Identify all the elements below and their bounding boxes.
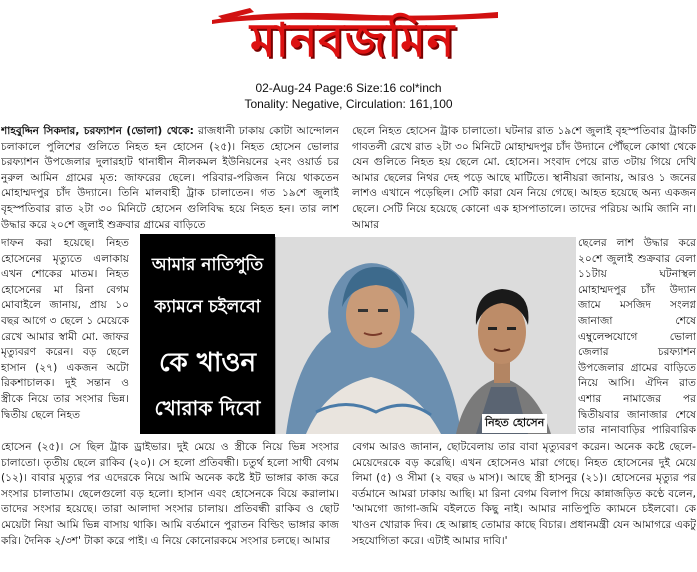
article-column-bottom-left	[1, 440, 339, 570]
article-column-bottom-right	[352, 440, 696, 570]
masthead	[0, 0, 697, 78]
news-photo	[275, 237, 576, 434]
article-column-middle-left	[1, 236, 129, 441]
pull-quote-line-4: খোরাক দিবো	[154, 396, 261, 420]
article-byline: শাহবুদ্দিন সিকদার, চরফ্যাশন (ভোলা) থেকে:	[1, 125, 194, 137]
article-text-e: হোসেন (২৫)। সে ছিল ট্রাক ড্রাইভার। দুই মেয়ে ও স্ত্রীকে নিয়ে ভিন্ন সংসার চালাতো। তৃতীয় ছেলে রাকিব (২০)। সে হলো প্রতিবন্ধী। চতুর্থ হলো সাথী বেগম (১২)। বাবার মৃত্যুর পর এদেরকে নিয়ে আমি অনেক কষ্টে ইট ভাঙ্গার কাজ করে সংসার চালাতাম। ছেলেগুলো বড় হলো। হাসান এবং হোসেনকে বিয়ে করালাম। তাদের সংসার হয়েছে। তারা আলাদা সংসার চালায়। প্রতিবন্ধী রাকিব ও ছোট মেয়েটা নিয়া আমি ভিন্ন বাসায় থাকি। আমি বর্তমানে পুরাতন বিল্ডিং ভাঙ্গার কাজ করি। দৈনিক ২/৩শ' টাকা করে পাই। এ নিয়ে কোনোরকমে সংসার চলছে। আমার	[1, 441, 339, 547]
photo-caption: নিহত হোসেন	[482, 414, 547, 433]
clip-tonality-line: Tonality: Negative, Circulation: 161,100	[244, 97, 453, 111]
article-text-b: ছেলে নিহত হোসেন ট্রাক চালাতো। ঘটনার রাত ১৯শে জুলাই বৃহস্পতিবার ট্রাকটি গাবতলী রেখে রাত ২টা ৩০ মিনিটে মোহাম্মদপুর চাঁদ উদ্যানে পৌঁছলে কোথা থেকে যেন গুলিতে নিহত হয় ছেলে মো. হোসেন। সংবাদ পেয়ে রাত ৩টায় গিয়ে দেখি আমার ছেলের নিথর দেহ পড়ে আছে মাটিতে। স্থানীয়রা জানায়, আরও ১ জনের লাশও এখানে পড়েছিল। সেটি কারা যেন নিয়ে গেছে। আহত হয়েছে অন্য একজন ছেলে। সেটি নিয়ে হয়েছে কোনো এক হাসপাতালে। তাদের পরিচয় আমি জানি না। আমার	[352, 125, 696, 231]
pull-quote-line-1: আমার নাতিপুতি	[151, 255, 264, 275]
photo-illustration	[276, 237, 576, 434]
pull-quote-box	[140, 234, 275, 434]
article-text-d: ছেলের লাশ উদ্ধার করে ২০শে জুলাই শুক্রবার বেলা ১১টায় ঘটনাস্থল মোহাম্মদপুর চাঁদ উদ্যান জামে মসজিদ সংলগ্ন জানাজা শেষে এম্বুলেন্সযোগে ভোলা জেলার চরফ্যাশন উপজেলার গ্রামের বাড়িতে নিয়ে আসি। ঐদিন রাত এশার নামাজের পর দ্বিতীয়বার জানাজার শেষে তার নানাবাড়ির পারিবারিক	[578, 237, 696, 437]
article-text-a: রাজধানী ঢাকায় কোটা আন্দোলন চলাকালে পুলিশের গুলিতে নিহত হন হোসেন (২৫)। নিহত হোসেন ভোলার চরফ্যাশন উপজেলার দুলারহাট থানাধীন নীলকমল ইউনিয়নের ২নং ওয়ার্ড চর নুরুল আমিন গ্রামের মৃত: জাফরের ছেলে। পরিবার-পরিজন নিয়ে থাকতেন মোহাম্মদপুর চাঁদ উদ্যানে। তিনি মালবাহী ট্রাক চালাতেন। গত ১৯শে জুলাই বৃহস্পতিবার রাত ২টা ৩০ মিনিটে হোসেন গুলিবিদ্ধ হয়ে নিহত হন। তার লাশ উদ্ধার করে ২০শে জুলাই শুক্রবার গ্রামের বাড়িতে	[1, 125, 339, 231]
newspaper-logo: মানবজমিন	[250, 13, 456, 67]
article-text-f: বেগম আরও জানান, ছোটবেলায় তার বাবা মৃত্যুবরণ করেন। অনেক কষ্টে ছেলে- মেয়েদেরকে বড় করেছি। এখন হোসেনও মারা গেছে। নিহত হোসেনের দুই মেয়ে লিমা (৫) ও সীমা (২ বছর ৬ মাস)। আছে স্ত্রী হাসনুর (২১)। হোসেনের মৃত্যুর পর বর্তমানে আমরা ঢাকায় আছি। মা রিনা বেগম বিলাপ দিয়ে কান্নাজড়িত কণ্ঠে বলেন, 'আমগো জাগা-জমি বইলতে কিছু নাই। আমার নাতিপুতি ক্যামনে চইলবো। কে খাওন খোরাক দিব। হে আল্লাহ তোমার কাছে বিচার। প্রধানমন্ত্রী যেন আমাগরে একটু সহযোগিতা করে। এটাই আমার দাবি।'	[352, 441, 696, 547]
article-column-top-right	[352, 124, 696, 234]
clip-meta-line: 02-Aug-24 Page:6 Size:16 col*inch	[255, 81, 442, 95]
article-column-top-left	[1, 124, 339, 234]
article-text-c: দাফন করা হয়েছে। নিহত হোসেনের মৃত্যুতে এলাকায় এখন শোকের মাতম। নিহত হোসেনের মা রিনা বেগম মোবাইলে জানায়, প্রায় ১০ বছর আগে ৩ ছেলে ১ মেয়েকে রেখে আমার স্বামী মো. জাফর মৃত্যুবরণ করেন। বড় ছেলে হাসান (২৭) একজন অটো রিকশাচালক। দুই সন্তান ও স্ত্রীকে নিয়ে তার সংসার ভিন্ন। দ্বিতীয় ছেলে নিহত	[1, 237, 129, 421]
pull-quote-line-3: কে খাওন	[158, 348, 257, 378]
article-column-middle-right	[578, 236, 696, 441]
pull-quote-line-2: ক্যামনে চইলবো	[154, 297, 261, 317]
